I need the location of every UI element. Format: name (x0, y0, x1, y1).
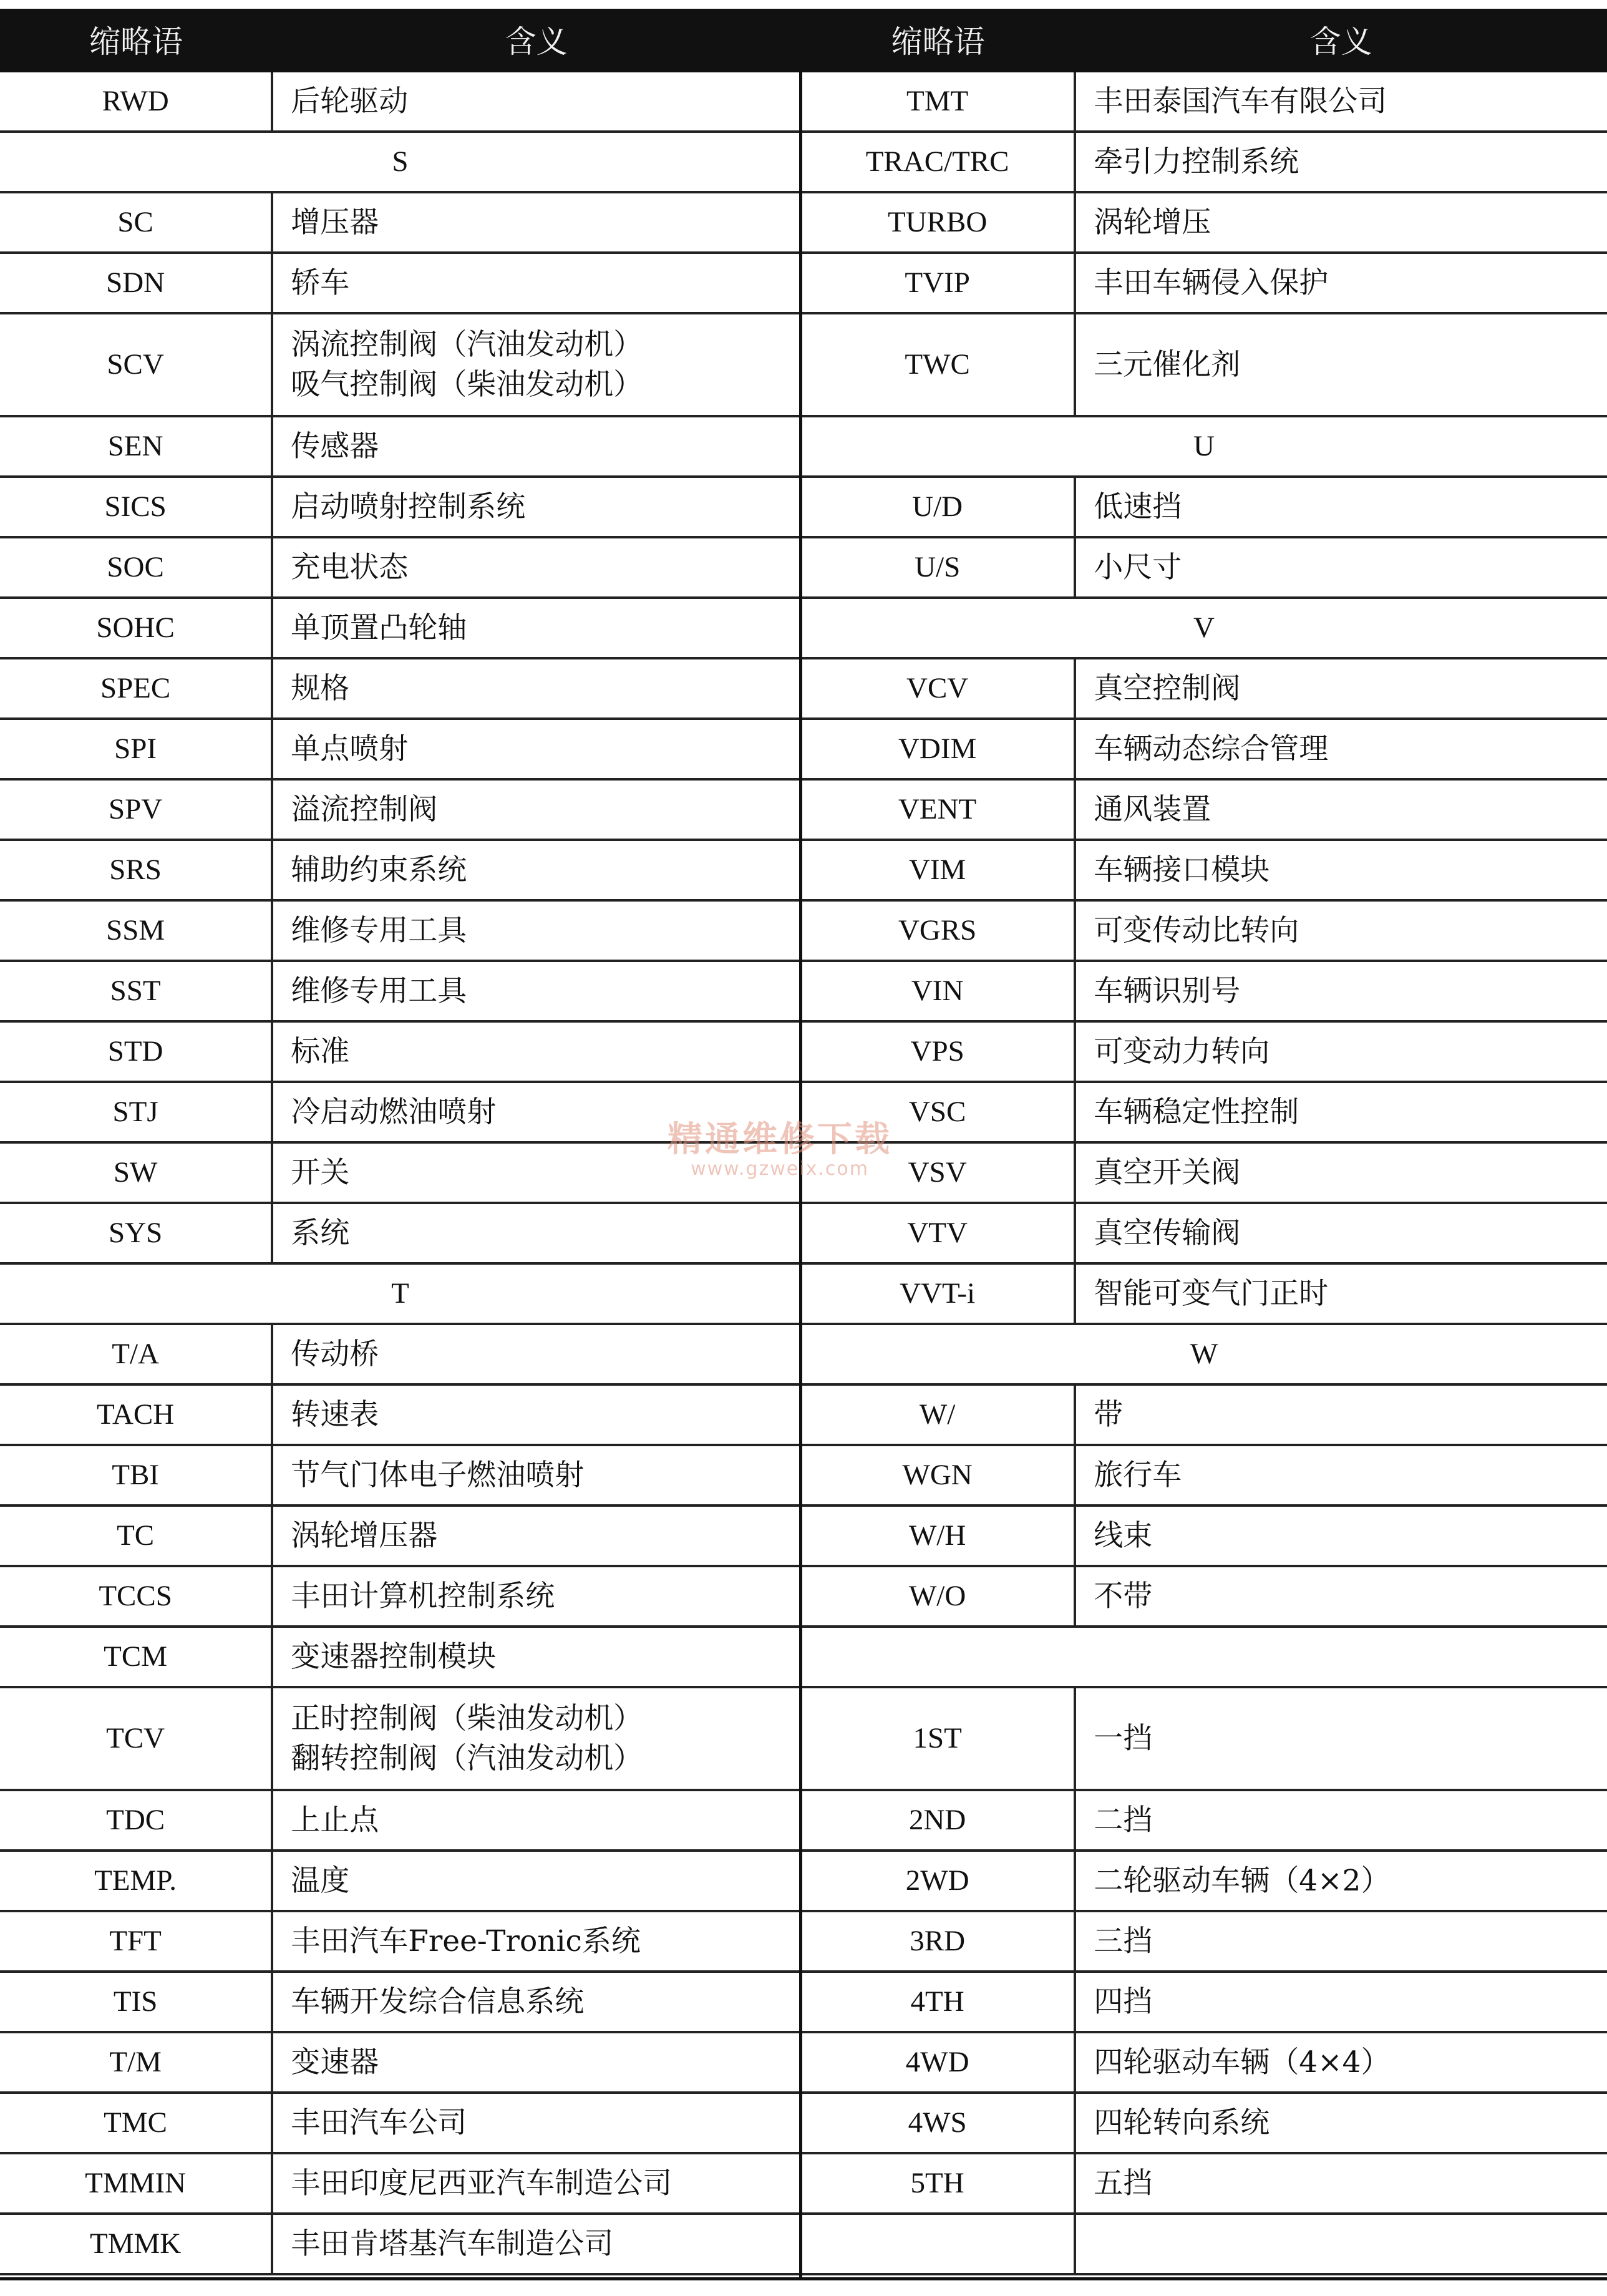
meaning-cell: 启动喷射控制系统 (272, 477, 800, 537)
section-letter: V (801, 598, 1607, 658)
abbreviation-cell: W/O (801, 1566, 1075, 1627)
meaning-cell: 可变传动比转向 (1075, 900, 1607, 961)
table-row (0, 416, 800, 477)
abbreviation-cell: VIM (801, 840, 1075, 900)
meaning-cell (1075, 2214, 1607, 2274)
table-row (801, 132, 1607, 192)
abbreviation-cell: TMMK (0, 2214, 272, 2274)
table-row (801, 1972, 1607, 2032)
abbreviation-cell: VSV (801, 1142, 1075, 1203)
table-row (801, 1263, 1607, 1324)
meaning-cell: 四轮转向系统 (1075, 2093, 1607, 2153)
meaning-cell: 充电状态 (272, 537, 800, 598)
section-row (801, 598, 1607, 658)
section-letter (801, 1627, 1607, 1687)
table-row (0, 719, 800, 779)
table-row (0, 253, 800, 313)
table-row (801, 719, 1607, 779)
table-row (801, 1566, 1607, 1627)
section-row (0, 132, 800, 192)
meaning-cell: 丰田计算机控制系统 (272, 1566, 800, 1627)
abbreviation-cell: VPS (801, 1021, 1075, 1082)
abbreviation-cell: TBI (0, 1445, 272, 1506)
abbreviation-cell: SYS (0, 1203, 272, 1263)
meaning-cell: 小尺寸 (1075, 537, 1607, 598)
meaning-cell: 丰田泰国汽车有限公司 (1075, 71, 1607, 132)
section-row (0, 1263, 800, 1324)
meaning-cell: 低速挡 (1075, 477, 1607, 537)
abbreviation-cell: TIS (0, 1972, 272, 2032)
table-row (801, 658, 1607, 719)
table-row (801, 1687, 1607, 1790)
abbreviation-cell: TACH (0, 1384, 272, 1445)
meaning-cell: 上止点 (272, 1790, 800, 1851)
abbreviation-cell: TURBO (801, 192, 1075, 253)
table-row (801, 961, 1607, 1021)
table-row (801, 2214, 1607, 2274)
abbreviation-table-page (0, 9, 1607, 2280)
meaning-cell: 系统 (272, 1203, 800, 1263)
abbreviation-cell: VGRS (801, 900, 1075, 961)
abbreviation-cell: VIN (801, 961, 1075, 1021)
table-header-row (801, 9, 1607, 71)
table-row (801, 1911, 1607, 1972)
abbreviation-cell: SPI (0, 719, 272, 779)
table-row (801, 253, 1607, 313)
meaning-cell: 单顶置凸轮轴 (272, 598, 800, 658)
meaning-cell: 维修专用工具 (272, 900, 800, 961)
meaning-cell: 通风装置 (1075, 779, 1607, 840)
table-body-left (0, 71, 800, 2274)
abbreviation-cell: TC (0, 1506, 272, 1566)
meaning-cell: 标准 (272, 1021, 800, 1082)
abbreviation-cell: T/M (0, 2032, 272, 2093)
meaning-cell: 变速器控制模块 (272, 1627, 800, 1687)
abbreviation-cell: U/D (801, 477, 1075, 537)
table-row (0, 1687, 800, 1790)
abbreviation-cell: STD (0, 1021, 272, 1082)
meaning-cell: 真空开关阀 (1075, 1142, 1607, 1203)
abbreviation-cell: 4WS (801, 2093, 1075, 2153)
abbreviation-table-left (0, 9, 800, 2275)
section-letter: U (801, 416, 1607, 477)
meaning-cell: 车辆开发综合信息系统 (272, 1972, 800, 2032)
abbreviation-cell: RWD (0, 71, 272, 132)
abbreviation-cell: VENT (801, 779, 1075, 840)
table-row (0, 900, 800, 961)
section-letter: T (0, 1263, 800, 1324)
abbreviation-cell: VSC (801, 1082, 1075, 1142)
abbreviation-cell: SW (0, 1142, 272, 1203)
table-row (0, 1627, 800, 1687)
abbreviation-cell: SDN (0, 253, 272, 313)
abbreviation-cell: SEN (0, 416, 272, 477)
meaning-cell: 五挡 (1075, 2153, 1607, 2214)
meaning-cell: 不带 (1075, 1566, 1607, 1627)
table-row (801, 1445, 1607, 1506)
abbreviation-cell: 3RD (801, 1911, 1075, 1972)
abbreviation-cell: WGN (801, 1445, 1075, 1506)
table-row (0, 1790, 800, 1851)
meaning-cell: 丰田印度尼西亚汽车制造公司 (272, 2153, 800, 2214)
column-header-abbreviation: 缩略语 (0, 9, 272, 71)
table-row (801, 1790, 1607, 1851)
meaning-cell: 带 (1075, 1384, 1607, 1445)
abbreviation-cell: TWC (801, 313, 1075, 416)
table-row (801, 537, 1607, 598)
table-row (801, 313, 1607, 416)
meaning-cell: 传动桥 (272, 1324, 800, 1384)
meaning-cell: 丰田肯塔基汽车制造公司 (272, 2214, 800, 2274)
section-row (801, 1324, 1607, 1384)
abbreviation-cell: SPV (0, 779, 272, 840)
meaning-cell: 变速器 (272, 2032, 800, 2093)
table-row (0, 2214, 800, 2274)
meaning-cell: 单点喷射 (272, 719, 800, 779)
meaning-cell: 车辆稳定性控制 (1075, 1082, 1607, 1142)
table-row (801, 2093, 1607, 2153)
column-header-meaning: 含义 (1075, 9, 1607, 71)
table-row (0, 1851, 800, 1911)
column-header-meaning: 含义 (272, 9, 800, 71)
table-row (0, 2153, 800, 2214)
table-row (0, 1021, 800, 1082)
meaning-cell: 节气门体电子燃油喷射 (272, 1445, 800, 1506)
table-row (0, 1384, 800, 1445)
section-row (801, 416, 1607, 477)
abbreviation-cell: TMC (0, 2093, 272, 2153)
meaning-cell: 增压器 (272, 192, 800, 253)
table-row (0, 537, 800, 598)
table-row (801, 192, 1607, 253)
abbreviation-cell: VCV (801, 658, 1075, 719)
meaning-cell: 辅助约束系统 (272, 840, 800, 900)
meaning-cell: 维修专用工具 (272, 961, 800, 1021)
table-row (0, 1972, 800, 2032)
meaning-cell: 正时控制阀（柴油发动机） 翻转控制阀（汽油发动机） (272, 1687, 800, 1790)
table-row (801, 840, 1607, 900)
table-row (801, 1021, 1607, 1082)
meaning-cell: 车辆识别号 (1075, 961, 1607, 1021)
meaning-cell: 二挡 (1075, 1790, 1607, 1851)
abbreviation-cell: TFT (0, 1911, 272, 1972)
table-row (0, 192, 800, 253)
meaning-cell: 智能可变气门正时 (1075, 1263, 1607, 1324)
abbreviation-cell: STJ (0, 1082, 272, 1142)
section-letter: W (801, 1324, 1607, 1384)
abbreviation-table-right (801, 9, 1607, 2275)
meaning-cell: 丰田车辆侵入保护 (1075, 253, 1607, 313)
table-row (0, 2032, 800, 2093)
meaning-cell: 开关 (272, 1142, 800, 1203)
table-row (0, 961, 800, 1021)
abbreviation-cell: SOHC (0, 598, 272, 658)
abbreviation-cell: U/S (801, 537, 1075, 598)
table-row (801, 2153, 1607, 2214)
meaning-cell: 丰田汽车Free-Tronic系统 (272, 1911, 800, 1972)
bottom-rule (0, 2277, 1607, 2280)
abbreviation-cell: T/A (0, 1324, 272, 1384)
abbreviation-cell: W/ (801, 1384, 1075, 1445)
abbreviation-cell: TCCS (0, 1566, 272, 1627)
table-row (0, 313, 800, 416)
table-row (801, 1851, 1607, 1911)
table-row (801, 779, 1607, 840)
table-body-right (801, 71, 1607, 2274)
meaning-cell: 轿车 (272, 253, 800, 313)
abbreviation-cell: SCV (0, 313, 272, 416)
meaning-cell: 冷启动燃油喷射 (272, 1082, 800, 1142)
meaning-cell: 二轮驱动车辆（4×2） (1075, 1851, 1607, 1911)
meaning-cell: 丰田汽车公司 (272, 2093, 800, 2153)
meaning-cell: 溢流控制阀 (272, 779, 800, 840)
table-row (0, 840, 800, 900)
abbreviation-cell: SPEC (0, 658, 272, 719)
table-row (801, 1203, 1607, 1263)
abbreviation-cell: TDC (0, 1790, 272, 1851)
abbreviation-cell: SSM (0, 900, 272, 961)
meaning-cell: 真空控制阀 (1075, 658, 1607, 719)
abbreviation-cell: TMT (801, 71, 1075, 132)
table-row (0, 598, 800, 658)
table-row (0, 658, 800, 719)
abbreviation-cell: 1ST (801, 1687, 1075, 1790)
table-row (801, 71, 1607, 132)
table-row (0, 2093, 800, 2153)
abbreviation-cell: 5TH (801, 2153, 1075, 2214)
meaning-cell: 传感器 (272, 416, 800, 477)
table-row (801, 1142, 1607, 1203)
abbreviation-cell: TMMIN (0, 2153, 272, 2214)
table-row (0, 71, 800, 132)
table-row (801, 900, 1607, 961)
abbreviation-cell: TCV (0, 1687, 272, 1790)
abbreviation-cell: SICS (0, 477, 272, 537)
table-row (0, 779, 800, 840)
abbreviation-cell: SRS (0, 840, 272, 900)
meaning-cell: 三元催化剂 (1075, 313, 1607, 416)
table-row (0, 1082, 800, 1142)
table-row (0, 1566, 800, 1627)
meaning-cell: 后轮驱动 (272, 71, 800, 132)
meaning-cell: 车辆接口模块 (1075, 840, 1607, 900)
abbreviation-cell: VVT-i (801, 1263, 1075, 1324)
abbreviation-cell (801, 2214, 1075, 2274)
abbreviation-cell: TRAC/TRC (801, 132, 1075, 192)
meaning-cell: 四轮驱动车辆（4×4） (1075, 2032, 1607, 2093)
abbreviation-cell: SST (0, 961, 272, 1021)
table-row (0, 1445, 800, 1506)
table-row (801, 1506, 1607, 1566)
abbreviation-cell: 4TH (801, 1972, 1075, 2032)
abbreviation-cell: VDIM (801, 719, 1075, 779)
abbreviation-cell: TVIP (801, 253, 1075, 313)
table-row (801, 1082, 1607, 1142)
abbreviation-cell: VTV (801, 1203, 1075, 1263)
abbreviation-cell: 2ND (801, 1790, 1075, 1851)
watermark-title: 精通维修下载 (668, 1119, 892, 1160)
table-row (801, 1384, 1607, 1445)
table-row (0, 1142, 800, 1203)
table-row (801, 477, 1607, 537)
table-row (801, 2032, 1607, 2093)
meaning-cell: 涡轮增压 (1075, 192, 1607, 253)
abbreviation-cell: TEMP. (0, 1851, 272, 1911)
meaning-cell: 一挡 (1075, 1687, 1607, 1790)
meaning-cell: 牵引力控制系统 (1075, 132, 1607, 192)
meaning-cell: 转速表 (272, 1384, 800, 1445)
table-row (0, 477, 800, 537)
center-divider (799, 9, 802, 2280)
watermark-url: www.gzweix.com (691, 1158, 869, 1180)
section-letter: S (0, 132, 800, 192)
table-header-row (0, 9, 800, 71)
meaning-cell: 线束 (1075, 1506, 1607, 1566)
meaning-cell: 车辆动态综合管理 (1075, 719, 1607, 779)
table-row (0, 1506, 800, 1566)
abbreviation-cell: 2WD (801, 1851, 1075, 1911)
meaning-cell: 真空传输阀 (1075, 1203, 1607, 1263)
abbreviation-cell: TCM (0, 1627, 272, 1687)
meaning-cell: 规格 (272, 658, 800, 719)
section-row (801, 1627, 1607, 1687)
abbreviation-cell: SC (0, 192, 272, 253)
meaning-cell: 涡轮增压器 (272, 1506, 800, 1566)
meaning-cell: 旅行车 (1075, 1445, 1607, 1506)
abbreviation-cell: SOC (0, 537, 272, 598)
table-row (0, 1911, 800, 1972)
table-row (0, 1324, 800, 1384)
abbreviation-cell: W/H (801, 1506, 1075, 1566)
meaning-cell: 四挡 (1075, 1972, 1607, 2032)
meaning-cell: 三挡 (1075, 1911, 1607, 1972)
meaning-cell: 温度 (272, 1851, 800, 1911)
abbreviation-cell: 4WD (801, 2032, 1075, 2093)
table-row (0, 1203, 800, 1263)
meaning-cell: 涡流控制阀（汽油发动机） 吸气控制阀（柴油发动机） (272, 313, 800, 416)
column-header-abbreviation: 缩略语 (801, 9, 1075, 71)
meaning-cell: 可变动力转向 (1075, 1021, 1607, 1082)
